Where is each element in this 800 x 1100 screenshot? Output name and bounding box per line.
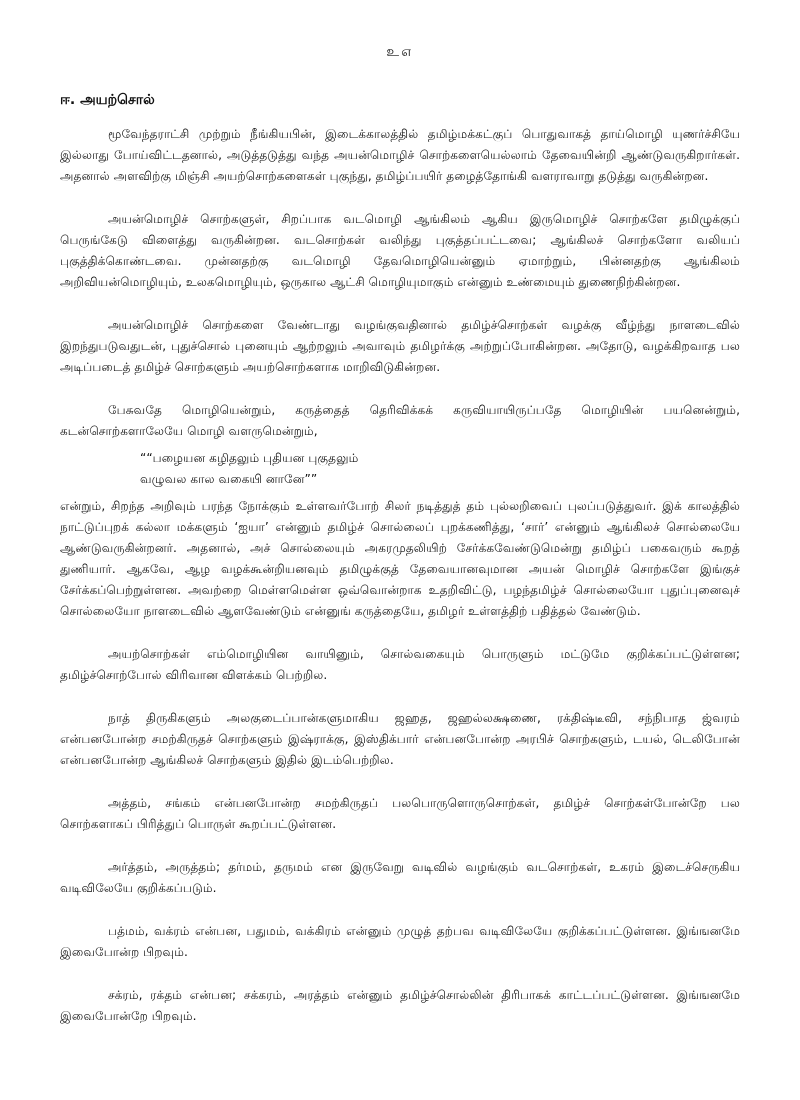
paragraph-9: அர்த்தம், அருத்தம்; தர்மம், தருமம் என இருவேறு வடிவில் வழங்கும் வடசொற்கள், உகரம் இடைச்செருகிய வடிவிலேயே குறிக்கப்படும். [60,860,740,895]
section-heading: ஈ. அயற்சொல் [60,92,155,108]
page-number: உ௭ [386,44,414,60]
body-text [60,124,740,1049]
paragraph-5: என்றும், சிறந்த அறிவும் பரந்த நோக்கும் உள்ளவர்போற் சிலர் நடித்துத் தம் புல்லறிவைப் புலப்படுத்துவர். இக் காலத்தில் நாட்டுப்புறக் கல்லா மக்களும் ‘ஐயா’ என்னும் தமிழ்ச் சொல்லைப் புறக்கணித்து, ‘சார்’ என்னும் ஆங்கிலச் சொல்லையே ஆண்டுவருகின்றனர். அதனால், அச் சொல்லையும் அகரமுதலியிற் சேர்க்கவேண்டுமென்று தமிழ்ப் பகைவரும் கூறத் துணியார். ஆகவே, ஆழ வழக்கூன்றியனவும் தமிழுக்குத் தேவையானவுமான அயன் மொழிச் சொற்களே இங்குச் சேர்க்கப்பெற்றுள்ளன. அவற்றை மெள்ளமெள்ள ஒவ்வொன்றாக உதறிவிட்டு, பழந்தமிழ்ச் சொல்லையோ புதுப்புனைவுச் சொல்லையோ நாளடைவில் ஆளவேண்டும் என்னுங் கருத்தையே, தமிழர் உள்ளத்திற் பதித்தல் வேண்டும். [60,499,740,618]
paragraph-8: அத்தம், சங்கம் என்பனபோன்ற சமற்கிருதப் பலபொருளொருசொற்கள், தமிழ்ச் சொற்கள்போன்றே பல சொற்களாகப் பிரித்துப் பொருள் கூறப்பட்டுள்ளன. [60,796,740,831]
paragraph-10: பத்மம், வக்ரம் என்பன, பதுமம், வக்கிரம் என்னும் முழுத் தற்பவ வடிவிலேயே குறிக்கப்பட்டுள்ளன. இங்ஙனமே இவைபோன்ற பிறவும். [60,924,740,959]
paragraph-7: நாத் திருகிகளும் அலகுடைப்பான்களுமாகிய ஜஹத, ஜஹல்லக்ஷணை, ரக்திஷ்டீவி, சந்நிபாத ஜ்வரம் என்பனபோன்ற சமற்கிருதச் சொற்களும் இஷ்ராக்கு, இஸ்திக்பார் என்பனபோன்ற அரபிச் சொற்களும், டயல், டெலிபோன் என்பனபோன்ற ஆங்கிலச் சொற்களும் இதில் இடம்பெற்றில. [60,711,740,767]
paragraph-2: அயன்மொழிச் சொற்களுள், சிறப்பாக வடமொழி ஆங்கிலம் ஆகிய இருமொழிச் சொற்களே தமிழுக்குப் பெருங்கேடு விளைத்து வருகின்றன. வடசொற்கள் வலிந்து புகுத்தப்பட்டவை; ஆங்கிலச் சொற்களோ வலியப் புகுத்திக்கொண்டவை. முன்னதற்கு வடமொழி தேவமொழியென்னும் ஏமாற்றும், பின்னதற்கு ஆங்கிலம் அறிவியன்மொழியும், உலகமொழியும், ஒருகால ஆட்சி மொழியுமாகும் என்னும் உண்மையும் துணைநிற்கின்றன. [60,212,740,289]
quoted-verse [60,448,740,490]
paragraph-1: மூவேந்தராட்சி முற்றும் நீங்கியபின், இடைக்காலத்தில் தமிழ்மக்கட்குப் பொதுவாகத் தாய்மொழி யுணர்ச்சியே இல்லாது போய்விட்டதனால், அடுத்தடுத்து வந்த அயன்மொழிச் சொற்களையெல்லாம் தேவையின்றி ஆண்டுவருகிறார்கள். அதனால் அளவிற்கு மிஞ்சி அயற்சொற்களைகள் புகுந்து, தமிழ்ப்பயிர் தழைத்தோங்கி வளராவாறு தடுத்து வருகின்றன. [60,127,740,183]
paragraph-3: அயன்மொழிச் சொற்களை வேண்டாது வழங்குவதினால் தமிழ்ச்சொற்கள் வழக்கு வீழ்ந்து நாளடைவில் இறந்துபடுவதுடன், புதுச்சொல் புனையும் ஆற்றலும் அவாவும் தமிழர்க்கு அற்றுப்போகின்றன. அதோடு, வழக்கிறவாத பல அடிப்படைத் தமிழ்ச் சொற்களும் அயற்சொற்களாக மாறிவிடுகின்றன. [60,318,740,374]
paragraph-6: அயற்சொற்கள் எம்மொழியின வாயினும், சொல்வகையும் பொருளும் மட்டுமே குறிக்கப்பட்டுள்ளன; தமிழ்ச்சொற்போல் விரிவான விளக்கம் பெற்றில. [60,647,740,682]
verse-line-2: வழுவல கால வகையி னானே”” [140,472,318,486]
paragraph-4: பேசுவதே மொழியென்றும், கருத்தைத் தெரிவிக்கக் கருவியாயிருப்பதே மொழியின் பயனென்றும், கடன்சொற்களாலேயே மொழி வளருமென்றும், [60,403,740,438]
paragraph-11: சக்ரம், ரக்தம் என்பன; சக்கரம், அரத்தம் என்னும் தமிழ்ச்சொல்லின் திரிபாகக் காட்டப்பட்டுள்ளன. இங்ஙனமே இவைபோன்றே பிறவும். [60,988,740,1023]
verse-line-1: ““பழையன கழிதலும் புதியன புகுதலும் [140,451,359,465]
